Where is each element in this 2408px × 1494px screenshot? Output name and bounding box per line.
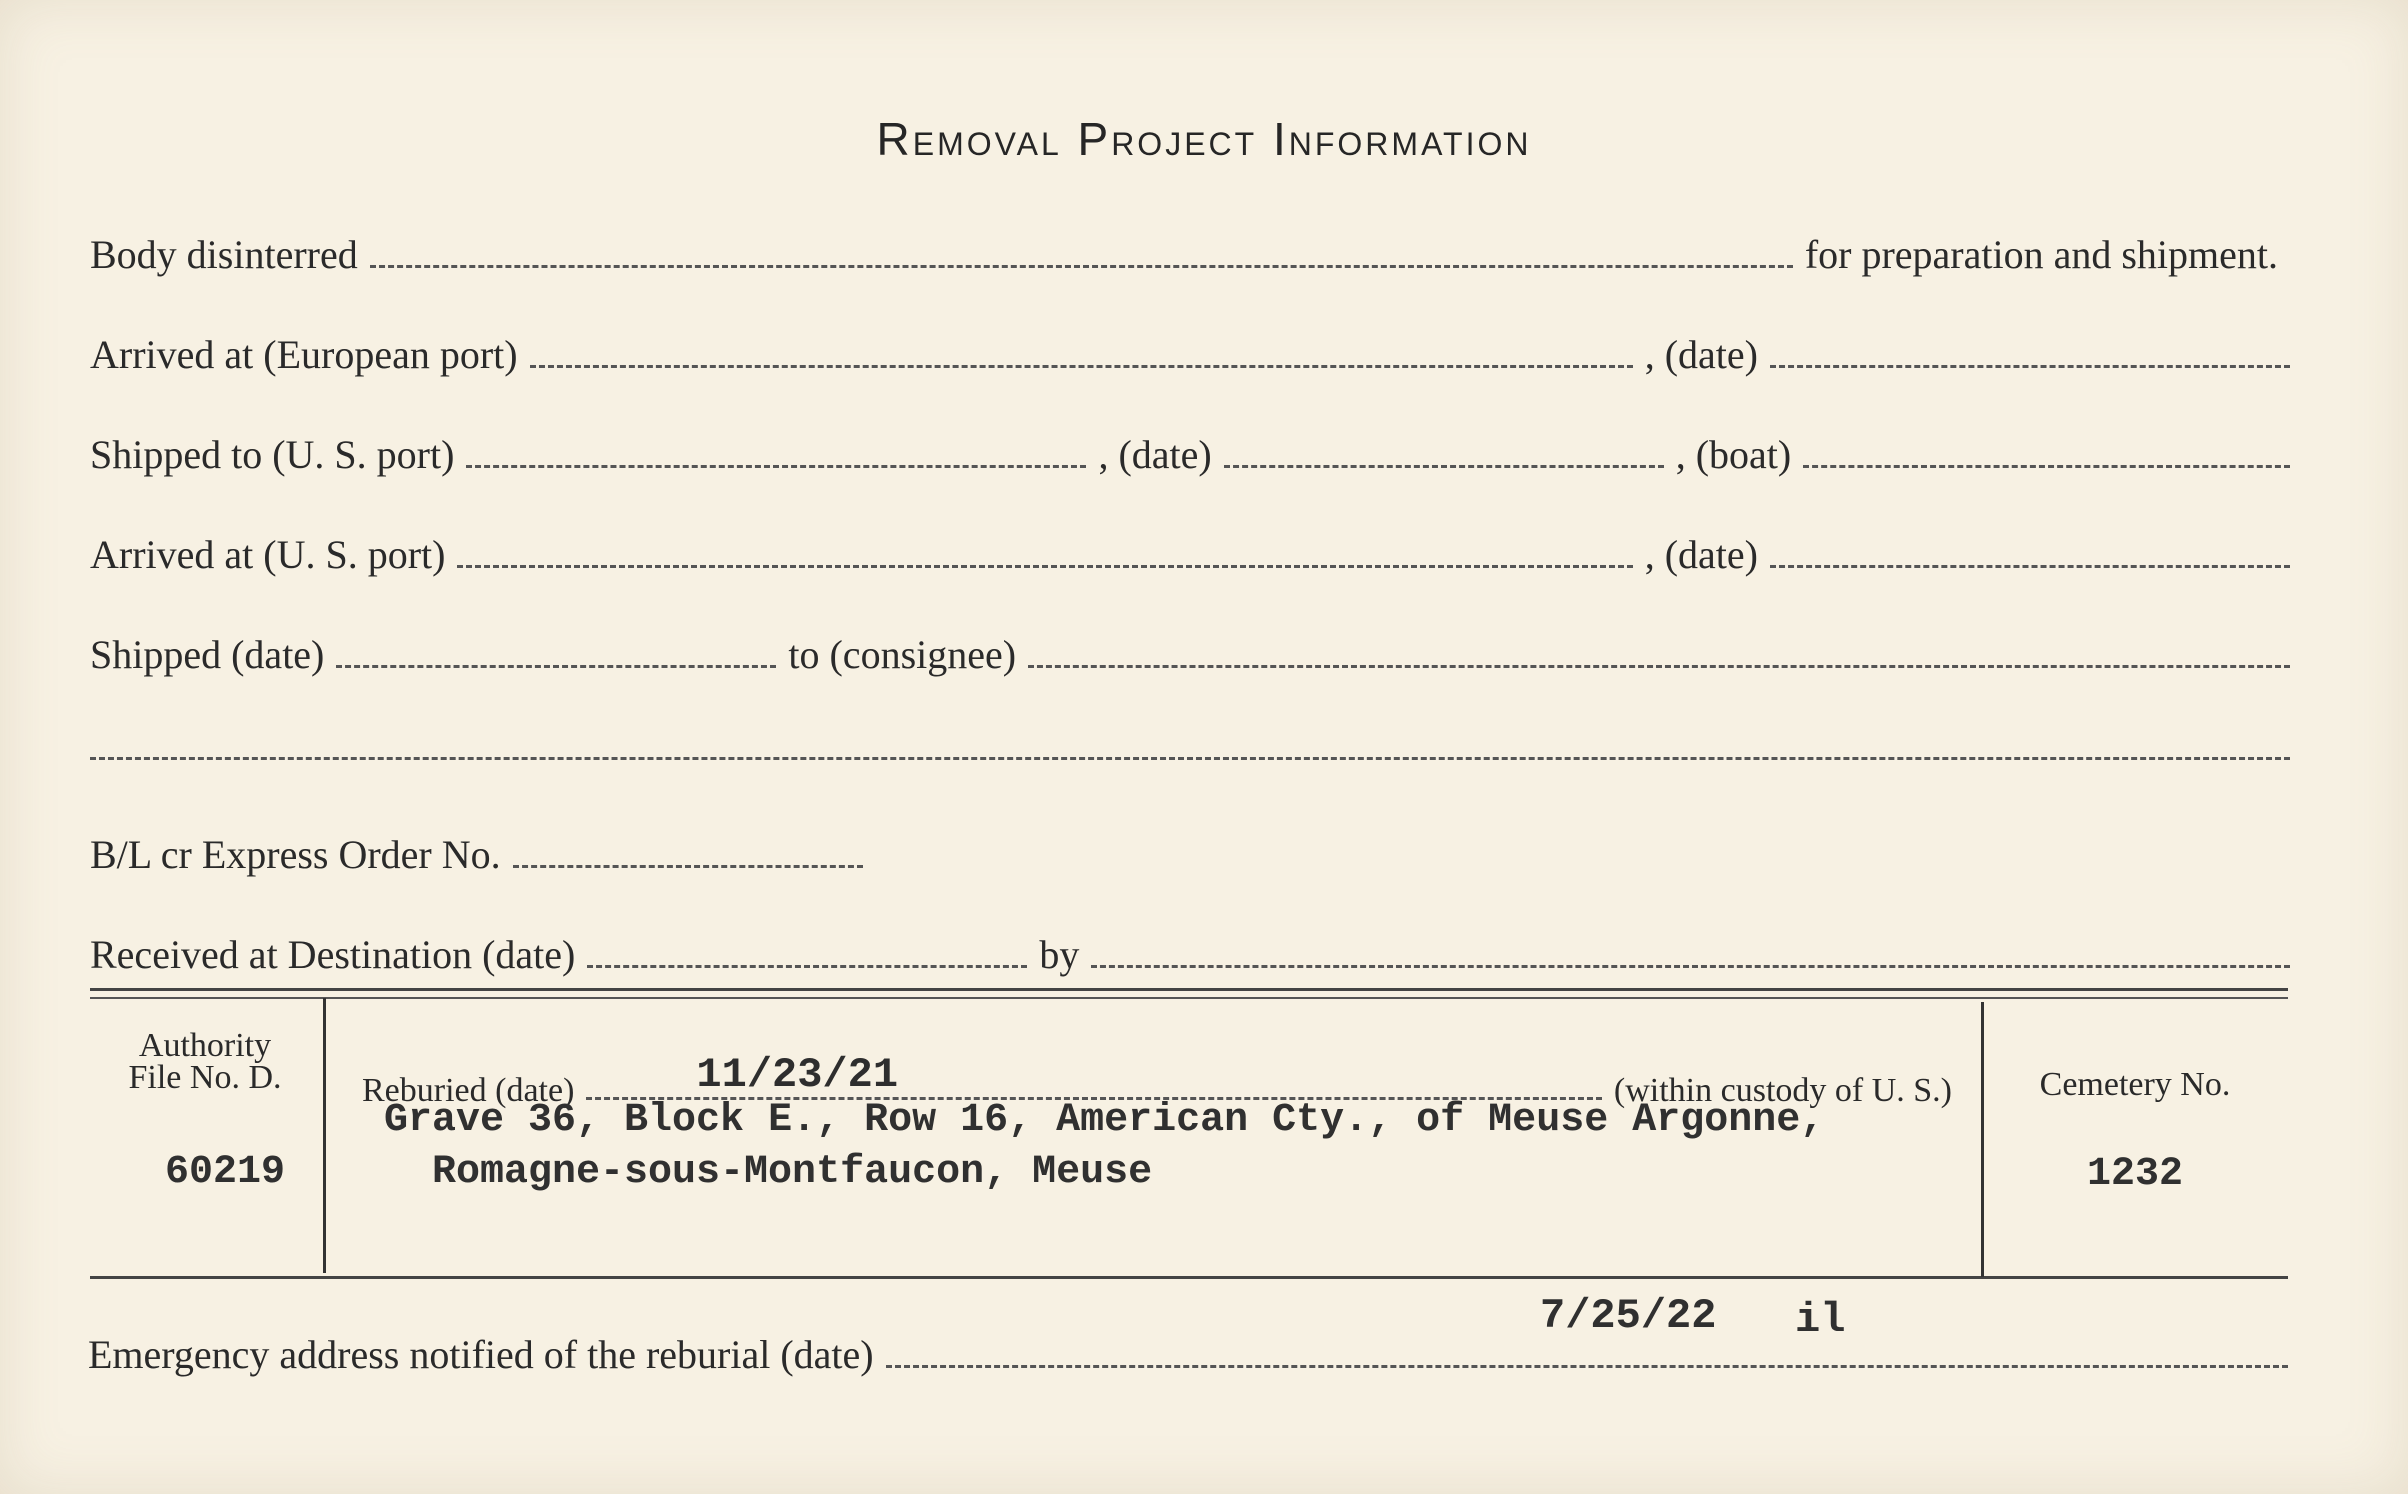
shipped-us-label: Shipped to (U. S. port) [90,432,455,477]
bl-order-field[interactable] [513,865,863,868]
consignee-field[interactable] [1028,665,2290,668]
emergency-label: Emergency address notified of the reburial (date) [88,1332,874,1377]
arrived-us-port-field[interactable] [457,565,1632,568]
cemetery-label: Cemetery No. [2039,1066,2231,1103]
box-top-rule [90,988,2288,999]
european-date-field[interactable] [1770,365,2290,368]
box-divider-left [323,998,326,1273]
authority-label-line1: Authority [138,1027,272,1064]
european-port-field[interactable] [530,365,1633,368]
emergency-date-field[interactable] [886,1365,2288,1368]
emergency-row [88,1318,2288,1378]
boat-field[interactable] [1803,465,2290,468]
emergency-initials: il [1795,1296,1846,1344]
grave-location-line1: Grave 36, Block E., Row 16, American Cty., of Meuse Argonne, [384,1098,1825,1143]
custody-label: (within custody of U. S.) [1613,1072,1952,1109]
shipped-date-row [90,618,2290,678]
box-bottom-rule [90,1276,2288,1279]
reburied-date-value: 11/23/21 [696,1051,899,1099]
shipped-us-date-field[interactable] [1224,465,1664,468]
shipped-date-label: Shipped (date) [90,632,325,677]
received-by-field[interactable] [1091,965,2290,968]
received-date-field[interactable] [587,965,1027,968]
arrived-us-date-label: , (date) [1644,532,1758,577]
shipped-us-date-label: , (date) [1098,432,1212,477]
shipped-us-row [90,418,2290,478]
body-disinterred-row [90,218,2290,278]
shipped-date-field[interactable] [336,665,776,668]
boat-label: , (boat) [1675,432,1792,477]
arrived-us-label: Arrived at (U. S. port) [90,532,446,577]
arrived-us-date-field[interactable] [1770,565,2290,568]
bl-order-label: B/L cr Express Order No. [90,832,501,877]
received-label: Received at Destination (date) [90,932,576,977]
shipment-suffix: for preparation and shipment. [1804,232,2278,277]
received-by-label: by [1039,932,1080,977]
arrived-european-label: Arrived at (European port) [90,332,518,377]
authority-label-line2: File No. D. [128,1059,282,1096]
consignee-continuation-field[interactable] [90,757,2290,760]
authority-label [90,1027,320,1096]
emergency-date-value: 7/25/22 [1540,1292,1717,1340]
body-disinterred-field[interactable] [370,265,1793,268]
consignee-label: to (consignee) [788,632,1017,677]
bl-order-row [90,818,2290,878]
cemetery-number: 1232 [2086,1152,2183,1197]
arrived-european-row [90,318,2290,378]
us-port-field[interactable] [466,465,1086,468]
grave-location-line2: Romagne-sous-Montfaucon, Meuse [432,1150,1153,1195]
body-disinterred-label: Body disinterred [90,232,358,277]
card-title: Removal Project Information [876,113,1532,165]
arrived-european-date-label: , (date) [1644,332,1758,377]
received-row [90,918,2290,978]
box-divider-right [1981,1002,1984,1277]
arrived-us-row [90,518,2290,578]
authority-file-number: 60219 [164,1150,286,1195]
reburied-label: Reburied (date) [362,1072,575,1109]
consignee-continuation-row [90,710,2290,770]
